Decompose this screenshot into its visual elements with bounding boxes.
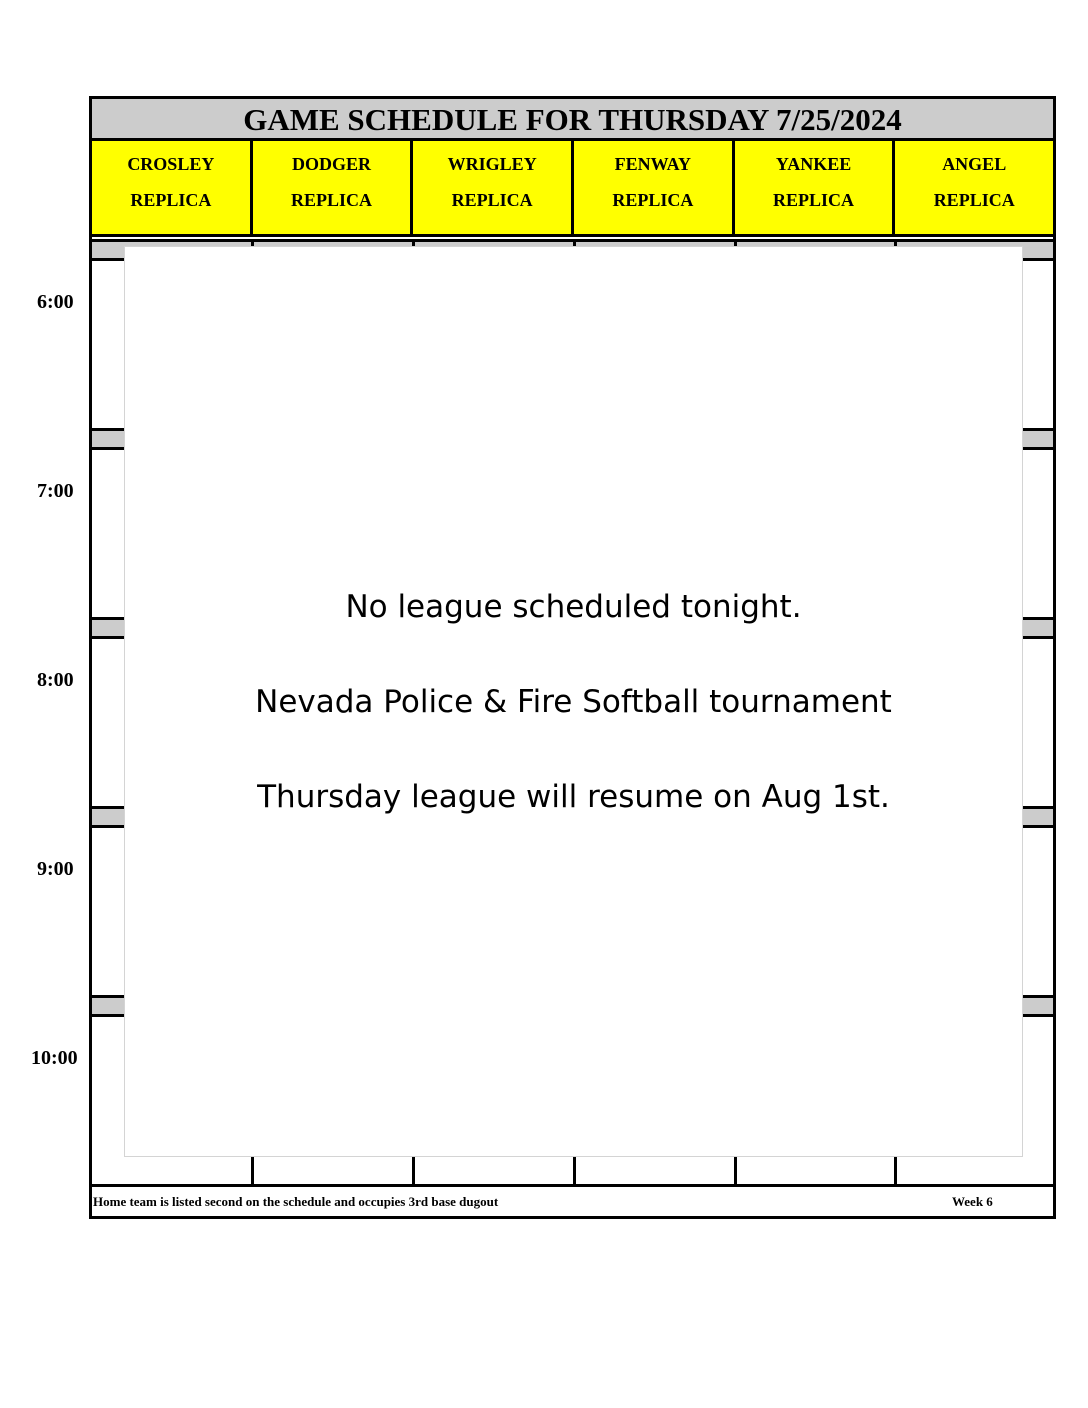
- field-header-fenway: [574, 141, 735, 234]
- week-label: Week 6: [952, 1194, 993, 1209]
- notice-line-2: Nevada Police & Fire Softball tournament: [255, 684, 892, 720]
- field-header-dodger: [253, 141, 414, 234]
- time-label-9: 9:00: [37, 858, 74, 880]
- field-sub: REPLICA: [130, 190, 212, 210]
- field-sub: REPLICA: [773, 190, 855, 210]
- field-sub: REPLICA: [612, 190, 694, 210]
- notice-line-1: No league scheduled tonight.: [345, 589, 802, 625]
- footer-note: Home team is listed second on the schedule and occupies 3rd base dugout: [93, 1194, 499, 1209]
- field-name: ANGEL: [942, 154, 1007, 174]
- time-label-6: 6:00: [37, 291, 74, 313]
- field-name: YANKEE: [775, 154, 852, 174]
- field-name: WRIGLEY: [447, 154, 537, 174]
- field-sub: REPLICA: [451, 190, 533, 210]
- schedule-footer: [92, 1184, 1053, 1216]
- time-label-10: 10:00: [31, 1047, 78, 1069]
- schedule-title: GAME SCHEDULE FOR THURSDAY 7/25/2024: [92, 99, 1053, 141]
- field-name: CROSLEY: [127, 154, 215, 174]
- field-sub: REPLICA: [291, 190, 373, 210]
- field-name: DODGER: [292, 154, 372, 174]
- time-label-8: 8:00: [37, 669, 74, 691]
- time-label-7: 7:00: [37, 480, 74, 502]
- notice-line-3: Thursday league will resume on Aug 1st.: [257, 779, 890, 815]
- field-header-yankee: [735, 141, 896, 234]
- field-header-wrigley: [413, 141, 574, 234]
- field-header-crosley: [92, 141, 253, 234]
- field-header-angel: [895, 141, 1053, 234]
- notice-box: [124, 246, 1023, 1157]
- field-sub: REPLICA: [933, 190, 1015, 210]
- field-name: FENWAY: [614, 154, 692, 174]
- field-header-row: [92, 141, 1053, 237]
